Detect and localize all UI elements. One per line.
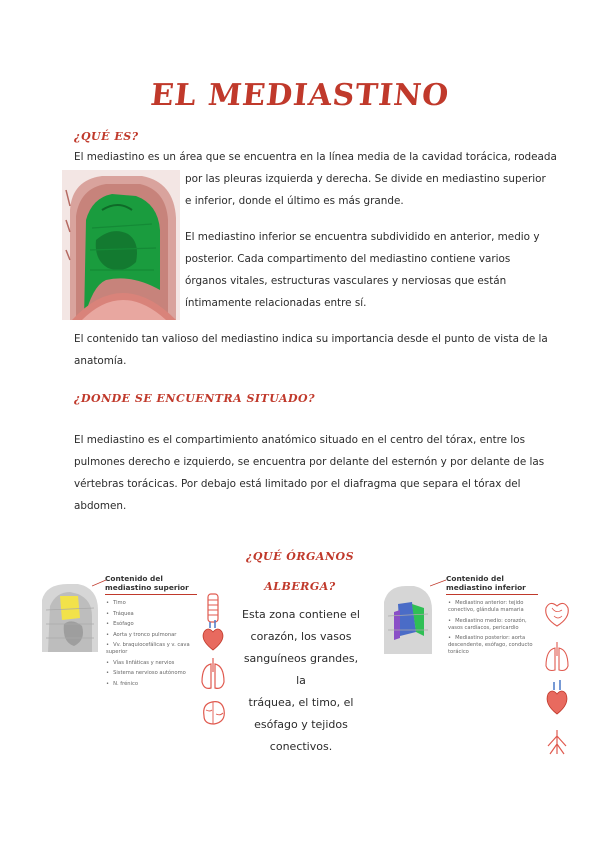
organ-icons-right <box>540 596 574 756</box>
divider <box>105 594 197 595</box>
thorax-mediastinum-illustration <box>62 170 180 320</box>
list-item: • Timo <box>106 600 206 607</box>
infographic-label <box>446 574 526 592</box>
paragraph-line: órganos vitales, estructuras vasculares y nerviosas que están <box>185 275 507 287</box>
chest-scan-superior <box>38 580 102 652</box>
list-item: • Sistema nervioso autónomo <box>106 670 206 677</box>
list-item: • Tráquea <box>106 611 206 618</box>
brain-icon <box>204 702 225 724</box>
list-item: • Vv. braquiocefálicas y v. cava superior <box>106 642 206 656</box>
paragraph-line: El contenido tan valioso del mediastino indica su importancia desde el punto de vista de la <box>74 333 548 345</box>
organs-line: sanguíneos grandes, la <box>243 652 359 687</box>
paragraph-line: pulmones derecho e izquierdo, se encuentra por delante del esternón y por delante de las <box>74 456 545 468</box>
paragraph-line: vértebras torácicas. Por debajo está limitado por el diafragma que separa el tórax del <box>74 478 521 490</box>
list-item: • Esófago <box>106 621 206 628</box>
label-line: Contenido del <box>105 574 163 583</box>
section-heading-donde: ¿DONDE SE ENCUENTRA SITUADO? <box>74 392 316 405</box>
infographic-inferior-mediastinum <box>380 572 580 752</box>
lungs-icon <box>202 658 224 688</box>
heart-icon <box>203 620 223 650</box>
paragraph-line: El mediastino es el compartimiento anatómico situado en el centro del tórax, entre los <box>74 434 526 446</box>
paragraph-line: e inferior, donde el último es más grande. <box>185 195 404 207</box>
list-item: • N. frénico <box>106 681 206 688</box>
infographic-label <box>105 574 189 592</box>
section-heading-que-es: ¿QUÉ ES? <box>74 130 139 143</box>
vessels-icon <box>548 730 566 754</box>
lungs-icon <box>546 642 568 671</box>
paragraph-line: posterior. Cada compartimento del mediastino contiene varios <box>185 253 511 265</box>
section-heading-organos: ¿QUÉ ÓRGANOS <box>245 550 355 563</box>
list-item: • Aorta y tronco pulmonar <box>106 632 206 639</box>
paragraph-line: El mediastino inferior se encuentra subdividido en anterior, medio y <box>185 231 540 243</box>
organs-line: Esta zona contiene el <box>242 608 360 621</box>
label-line: Contenido del <box>446 574 504 583</box>
divider <box>446 594 538 595</box>
list-item: • Mediastino anterior: tejido conectivo, glándula mamaria <box>448 600 540 614</box>
organs-line: tráquea, el timo, el <box>248 696 354 709</box>
paragraph-line: íntimamente relacionadas entre sí. <box>185 297 367 309</box>
organs-line: conectivos. <box>269 740 333 753</box>
organs-description <box>238 604 364 758</box>
list-item: • Vías linfáticas y nervios <box>106 660 206 667</box>
superior-contents-list <box>106 600 206 691</box>
page-title: EL MEDIASTINO <box>148 78 452 113</box>
chest-scan-inferior <box>380 582 436 654</box>
organs-line: corazón, los vasos <box>250 630 352 643</box>
heart-icon <box>547 680 567 714</box>
paragraph-line: abdomen. <box>74 500 127 512</box>
organs-line: esófago y tejidos <box>254 718 348 731</box>
label-line: mediastino inferior <box>446 583 526 592</box>
inferior-contents-list <box>448 600 540 660</box>
paragraph-line: El mediastino es un área que se encuentra en la línea media de la cavidad torácica, rodeada <box>74 151 557 163</box>
infographic-superior-mediastinum <box>38 572 238 752</box>
list-item: • Mediastino medio: corazón, vasos cardíacos, pericardio <box>448 618 540 632</box>
paragraph-line: por las pleuras izquierda y derecha. Se divide en mediastino superior <box>185 173 546 185</box>
organ-icons-left <box>198 592 228 752</box>
list-item: • Mediastino posterior: aorta descendente, esófago, conducto torácico <box>448 635 540 656</box>
section-heading-organos-2: ALBERGA? <box>264 580 336 593</box>
label-line: mediastino superior <box>105 583 189 592</box>
heart-anatomy-icon <box>546 603 569 626</box>
trachea-icon <box>208 594 218 622</box>
paragraph-line: anatomía. <box>74 355 127 367</box>
